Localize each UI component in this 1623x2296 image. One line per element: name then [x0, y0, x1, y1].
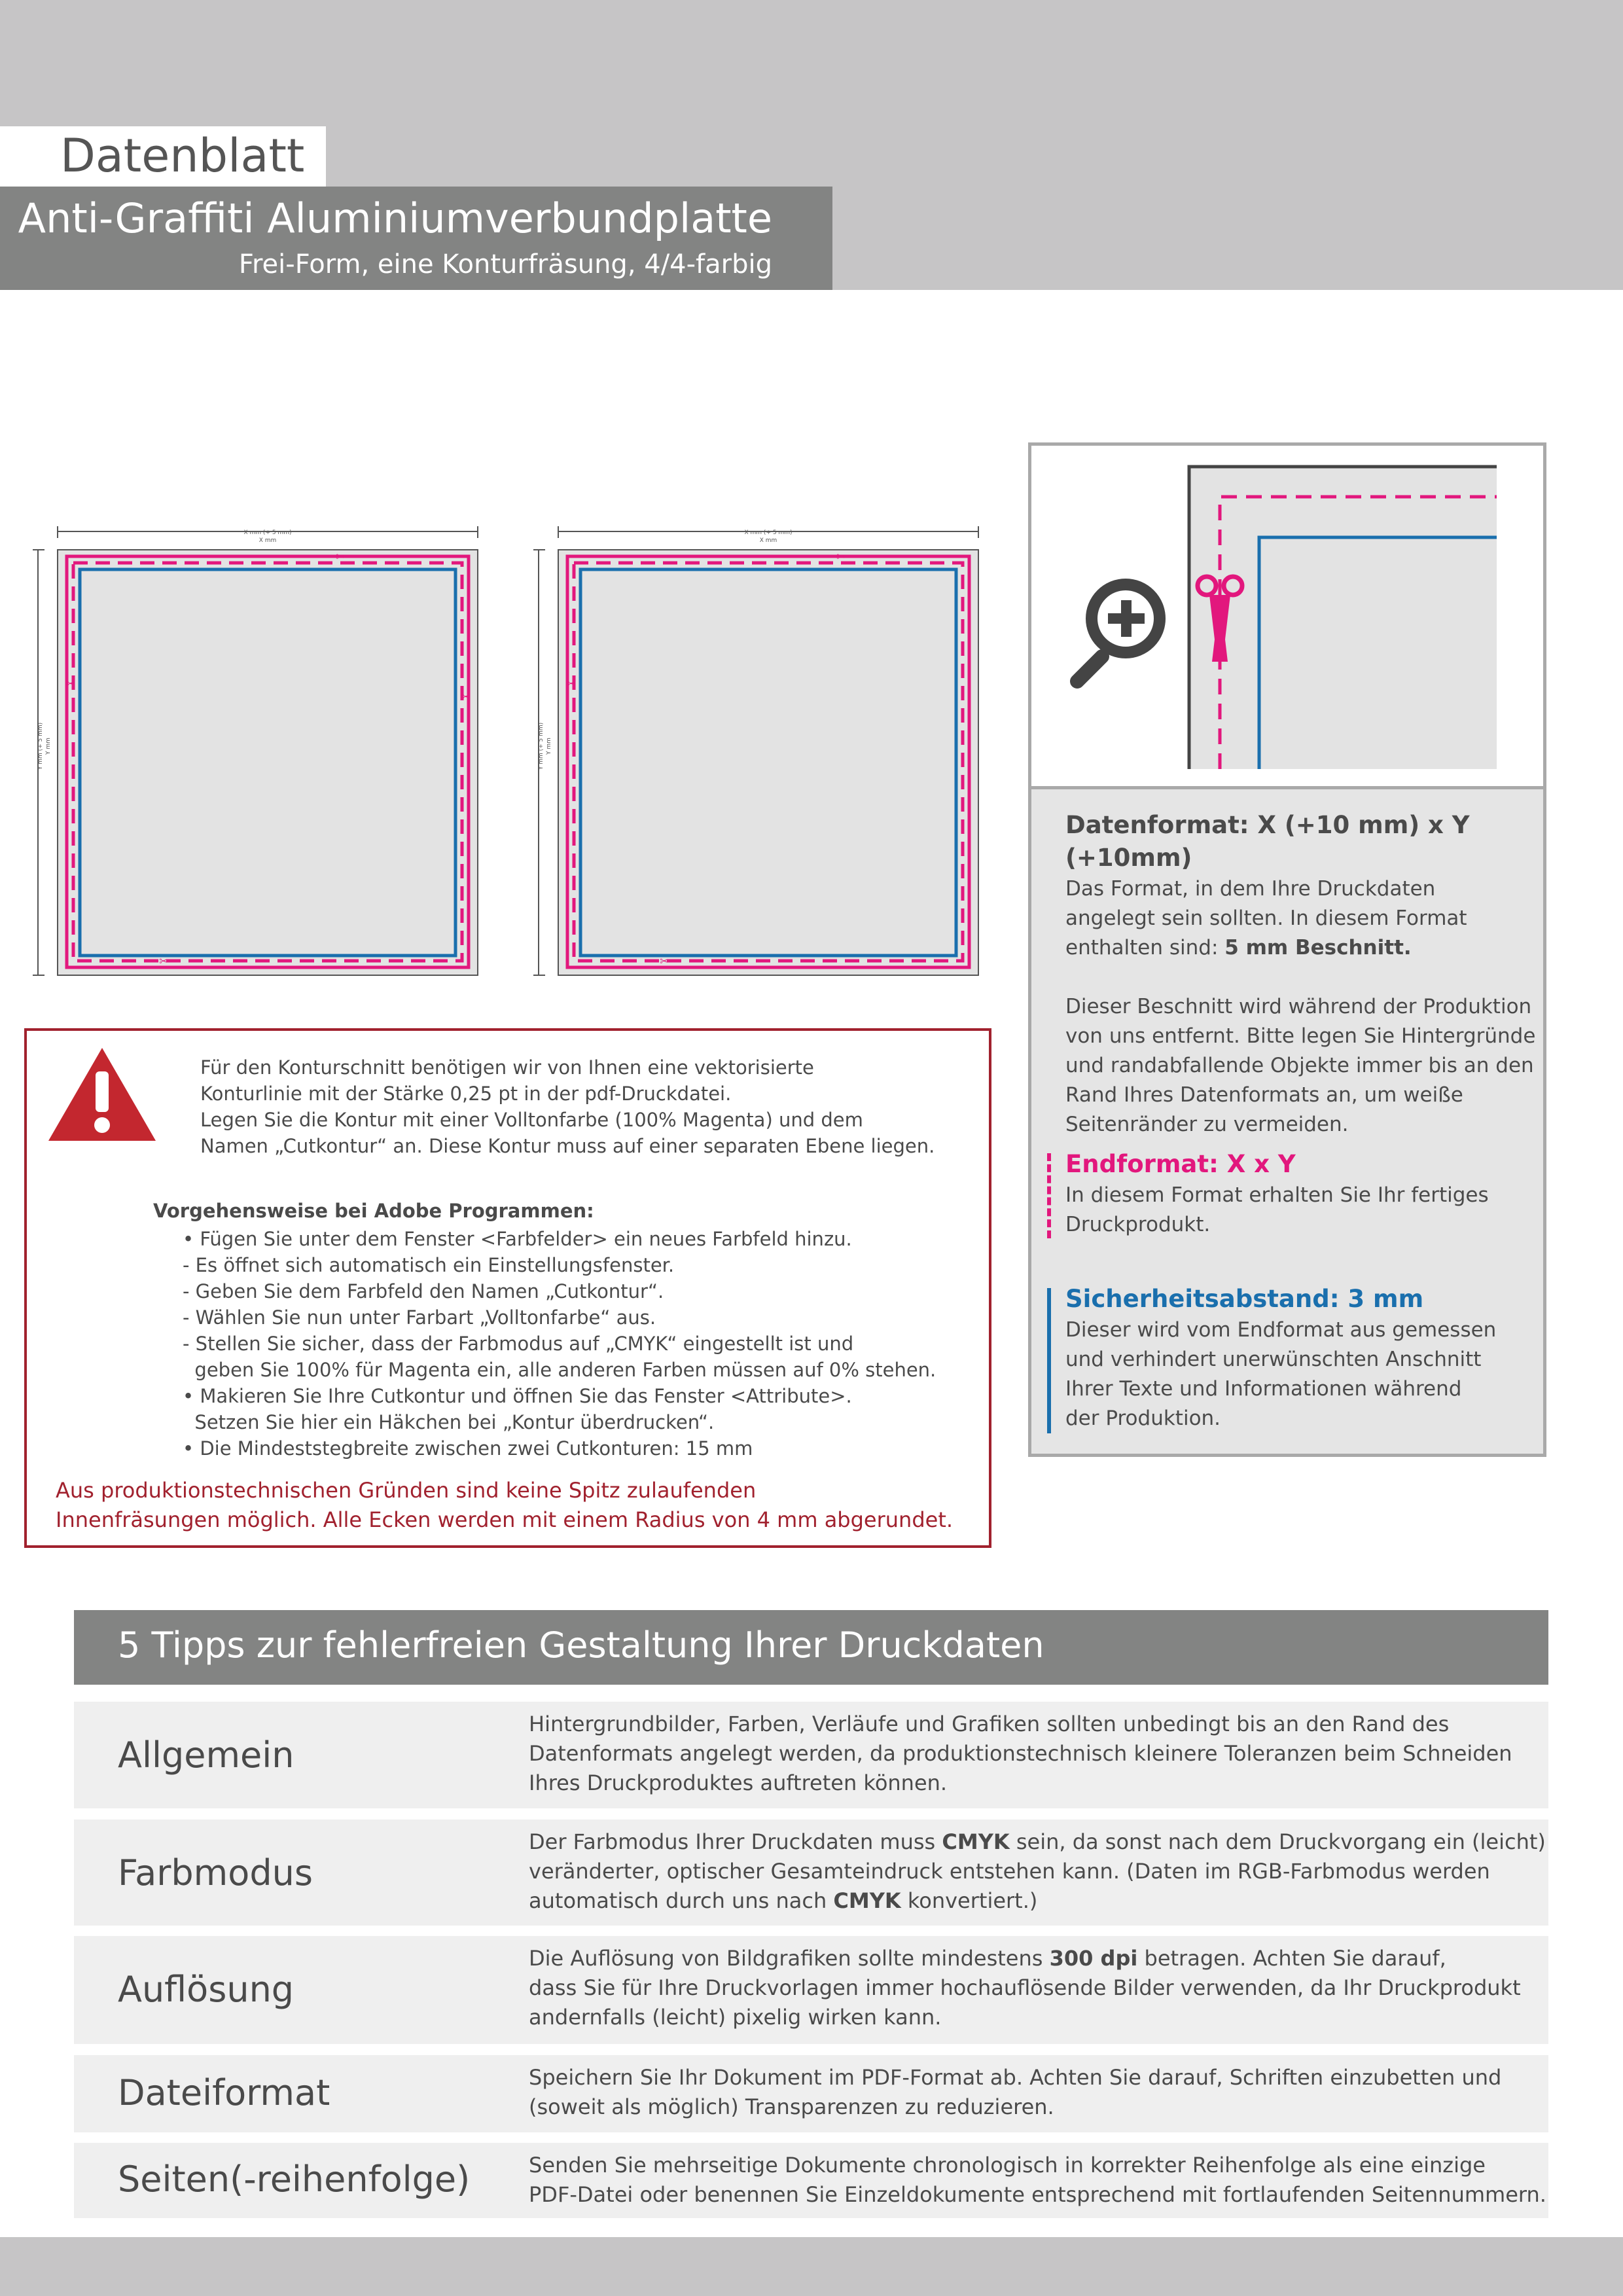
scissors-icon: ✂: [836, 550, 846, 563]
datenformat-line: enthalten sind: 5 mm Beschnitt.: [1065, 936, 1412, 960]
format-diagram-back: [533, 524, 998, 988]
scissors-icon: ✂: [660, 955, 669, 967]
procedure-step: - Geben Sie dem Farbfeld den Namen „Cutkontur“.: [183, 1280, 664, 1302]
procedure-step: - Wählen Sie nun unter Farbart „Volltonfarbe“ aus.: [183, 1306, 656, 1329]
width-label-inner: X mm: [259, 537, 277, 544]
warning-intro-line: Konturlinie mit der Stärke 0,25 pt in der pdf-Druckdatei.: [200, 1083, 732, 1105]
warning-intro-line: Für den Konturschnitt benötigen wir von Ihnen eine vektorisierte: [200, 1056, 814, 1079]
title-band: [0, 187, 832, 290]
magnifier-plus-icon: [1077, 584, 1160, 681]
production-notice-line: Aus produktionstechnischen Gründen sind keine Spitz zulaufenden: [56, 1478, 757, 1503]
procedure-step: • Fügen Sie unter dem Fenster <Farbfelder> ein neues Farbfeld hinzu.: [183, 1228, 852, 1250]
sicherheit-marker: [1047, 1288, 1051, 1433]
tip-text: [529, 1710, 1537, 1798]
doc-type-label: Datenblatt: [60, 129, 305, 183]
tip-text-line: Speichern Sie Ihr Dokument im PDF-Format ab. Achten Sie darauf, Schriften einzubetten und: [529, 2065, 1502, 2090]
datenformat-heading: Datenformat: X (+10 mm) x Y (+10mm): [1065, 811, 1470, 872]
procedure-steps: [183, 1226, 968, 1462]
procedure-step: • Makieren Sie Ihre Cutkontur und öffnen Sie das Fenster <Attribute>.: [183, 1385, 852, 1407]
tips-header: [74, 1610, 1548, 1685]
sicherheit-heading: Sicherheitsabstand: 3 mm: [1065, 1285, 1424, 1313]
tip-label: Allgemein: [118, 1734, 294, 1776]
tip-text: [529, 1827, 1546, 1916]
scissors-icon: ✂: [336, 550, 345, 563]
tip-text: [529, 1944, 1537, 2032]
sicherheit-line: und verhindert unerwünschten Anschnitt: [1065, 1348, 1482, 1371]
footer-band: [0, 2237, 1623, 2296]
format-info-box: [1028, 789, 1546, 1457]
width-label-outer: X mm (+ 5 mm): [744, 529, 793, 536]
sicherheit-line: Ihrer Texte und Informationen während: [1065, 1377, 1462, 1401]
datenformat-line: Dieser Beschnitt wird während der Produktion: [1065, 995, 1532, 1018]
endformat-marker: [1047, 1153, 1051, 1238]
tip-text-line: Hintergrundbilder, Farben, Verläufe und Grafiken sollten unbedingt bis an den Rand des: [529, 1712, 1450, 1736]
tip-label: Dateiformat: [118, 2072, 330, 2113]
cut-contour-warning-box: [24, 1028, 991, 1548]
tips-title: 5 Tipps zur fehlerfreien Gestaltung Ihrer Druckdaten: [118, 1624, 1044, 1666]
width-label-inner: X mm: [759, 537, 777, 544]
sicherheit-section: [1065, 1283, 1537, 1433]
warning-intro: [200, 1054, 953, 1159]
tip-label: Seiten(-reihenfolge): [118, 2159, 471, 2200]
tip-text-line: (soweit als möglich) Transparenzen zu reduzieren.: [529, 2094, 1054, 2119]
height-label-inner: Y mm: [546, 738, 552, 755]
scissors-icon: ✂: [66, 677, 75, 690]
corner-detail-illustration: [1031, 446, 1543, 789]
endformat-section: [1065, 1148, 1537, 1240]
scissors-icon: ✂: [159, 955, 168, 967]
tip-label: Auflösung: [118, 1969, 294, 2010]
tip-row-dateiformat: [74, 2055, 1548, 2132]
tip-row-farbmodus: [74, 1820, 1548, 1926]
procedure-title: Vorgehensweise bei Adobe Programmen:: [153, 1200, 594, 1222]
warning-intro-line: Namen „Cutkontur“ an. Diese Kontur muss auf einer separaten Ebene liegen.: [200, 1135, 935, 1157]
datenformat-line: angelegt sein sollten. In diesem Format: [1065, 906, 1467, 930]
procedure-step: geben Sie 100% für Magenta ein, alle anderen Farben müssen auf 0% stehen.: [183, 1359, 936, 1381]
procedure-step: - Stellen Sie sicher, dass der Farbmodus auf „CMYK“ eingestellt ist und: [183, 1333, 854, 1355]
tip-text-line: andernfalls (leicht) pixelig wirken kann.: [529, 2005, 942, 2030]
tip-text: [529, 2063, 1537, 2122]
tip-text-line: Ihres Druckproduktes auftreten können.: [529, 1770, 948, 1795]
format-diagram-front: [33, 524, 497, 988]
tip-label: Farbmodus: [118, 1852, 313, 1893]
warning-triangle-icon: [46, 1045, 158, 1143]
endformat-line: Druckprodukt.: [1065, 1213, 1211, 1236]
datenformat-section: [1065, 809, 1537, 1139]
datenformat-line: und randabfallende Objekte immer bis an den: [1065, 1054, 1534, 1077]
production-notice: [56, 1476, 972, 1535]
page-title: Anti-Graffiti Aluminiumverbundplatte: [18, 194, 772, 242]
tip-text-line: Der Farbmodus Ihrer Druckdaten muss CMYK sein, da sonst nach dem Druckvorgang ein (leicht): [529, 1829, 1546, 1854]
tip-text-line: veränderter, optischer Gesamteindruck entstehen kann. (Daten im RGB-Farbmodus werden: [529, 1859, 1490, 1884]
tip-text-line: Die Auflösung von Bildgrafiken sollte mindestens 300 dpi betragen. Achten Sie darauf,: [529, 1946, 1446, 1971]
width-label-outer: X mm (+ 5 mm): [243, 529, 292, 536]
endformat-heading: Endformat: X x Y: [1065, 1150, 1296, 1178]
procedure-step: - Es öffnet sich automatisch ein Einstellungsfenster.: [183, 1254, 675, 1276]
height-label-outer: Y mm (+ 5 mm): [37, 722, 44, 770]
doc-type-tab: [0, 126, 326, 187]
tip-text-line: PDF-Datei oder benennen Sie Einzeldokumente entsprechend mit fortlaufenden Seitennummern.: [529, 2182, 1546, 2207]
tip-text-line: Datenformats angelegt werden, da produktionstechnisch kleinere Toleranzen beim Schneiden: [529, 1741, 1512, 1766]
tip-row-aufloesung: [74, 1936, 1548, 2044]
zoom-detail-box: [1028, 442, 1546, 789]
datenformat-line: von uns entfernt. Bitte legen Sie Hintergründe: [1065, 1024, 1536, 1048]
scissors-icon: ✂: [461, 691, 471, 703]
tip-row-seitenreihenfolge: [74, 2143, 1548, 2218]
tip-text-line: Senden Sie mehrseitige Dokumente chronologisch in korrekter Reihenfolge als eine einzige: [529, 2153, 1486, 2178]
tip-text: [529, 2151, 1546, 2210]
tip-text-line: automatisch durch uns nach CMYK konvertiert.): [529, 1888, 1038, 1913]
datenformat-line: Rand Ihres Datenformats an, um weiße: [1065, 1083, 1463, 1107]
procedure-step: • Die Mindeststegbreite zwischen zwei Cutkonturen: 15 mm: [183, 1437, 753, 1460]
sicherheit-line: Dieser wird vom Endformat aus gemessen: [1065, 1318, 1497, 1342]
height-label-outer: Y mm (+ 5 mm): [538, 722, 544, 770]
height-label-inner: Y mm: [45, 738, 52, 755]
warning-intro-line: Legen Sie die Kontur mit einer Volltonfarbe (100% Magenta) und dem: [200, 1109, 863, 1131]
sicherheit-line: der Produktion.: [1065, 1407, 1221, 1430]
page-subtitle: Frei-Form, eine Konturfräsung, 4/4-farbig: [238, 249, 772, 279]
datenformat-line: Seitenränder zu vermeiden.: [1065, 1113, 1349, 1136]
procedure-step: Setzen Sie hier ein Häkchen bei „Kontur überdrucken“.: [183, 1411, 715, 1433]
endformat-line: In diesem Format erhalten Sie Ihr fertiges: [1065, 1183, 1489, 1207]
production-notice-line: Innenfräsungen möglich. Alle Ecken werden mit einem Radius von 4 mm abgerundet.: [56, 1507, 954, 1532]
tip-row-allgemein: [74, 1702, 1548, 1808]
scissors-icon: ✂: [567, 677, 576, 690]
datenformat-line: Das Format, in dem Ihre Druckdaten: [1065, 877, 1436, 901]
tip-text-line: dass Sie für Ihre Druckvorlagen immer hochauflösende Bilder verwenden, da Ihr Druckprodukt: [529, 1975, 1521, 2000]
